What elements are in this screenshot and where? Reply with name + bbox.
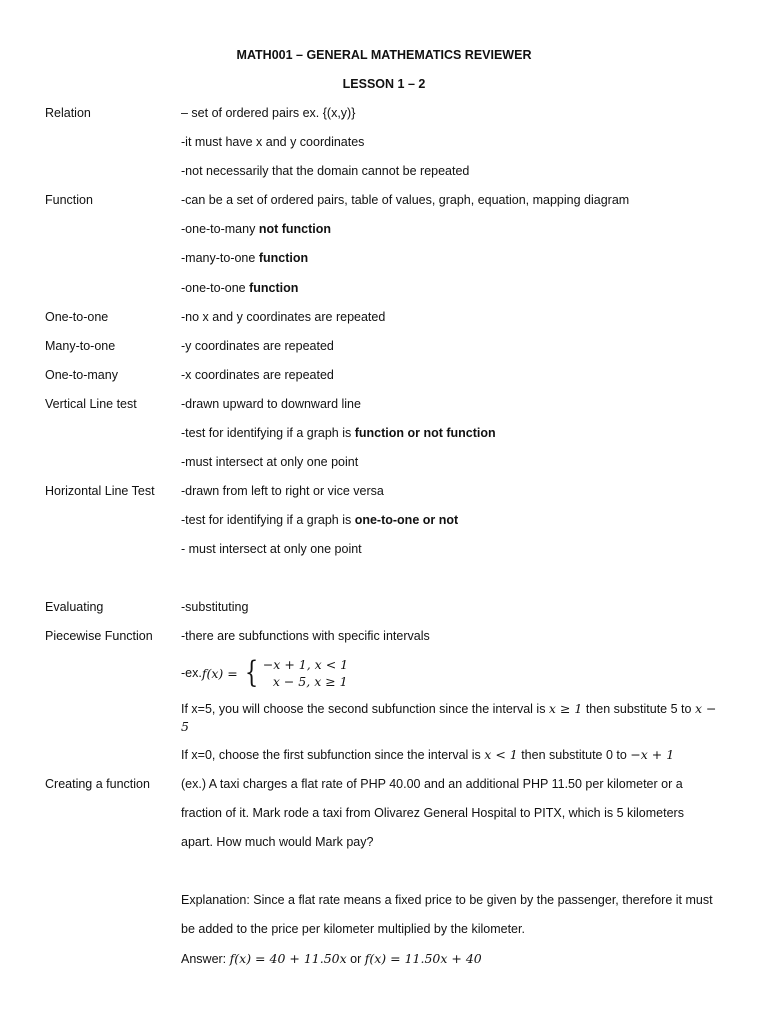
answer-or: or (346, 952, 365, 966)
function-desc-2-bold: not function (258, 222, 332, 236)
creating-line-1: (ex.) A taxi charges a flat rate of PHP 40.00 and an additional PHP 11.50 per kilometer or a (181, 777, 683, 791)
function-desc-2 (181, 222, 331, 236)
one-to-many-desc: -x coordinates are repeated (181, 368, 334, 382)
horizontal-desc-1: -drawn from left to right or vice versa (181, 484, 384, 498)
term-function: Function (45, 193, 93, 207)
vertical-desc-1: -drawn upward to downward line (181, 397, 361, 411)
piecewise-cases (263, 656, 348, 690)
function-desc-3-bold: function (258, 251, 309, 265)
piecewise-note-1 (181, 700, 721, 736)
function-desc-4-text: -one-to-one (181, 281, 250, 295)
explanation-line-2: be added to the price per kilometer multiplied by the kilometer. (181, 922, 525, 936)
function-desc-1: -can be a set of ordered pairs, table of values, graph, equation, mapping diagram (181, 193, 630, 207)
function-desc-3 (181, 251, 308, 265)
one-to-one-desc: -no x and y coordinates are repeated (181, 310, 386, 324)
note-2-text-a: If x=0, choose the first subfunction since the interval is (181, 748, 485, 762)
function-desc-3-text: -many-to-one (181, 251, 259, 265)
note-1-math-2: x − 5 (181, 701, 717, 734)
many-to-one-desc: -y coordinates are repeated (181, 339, 334, 353)
explanation-line-1: Explanation: Since a flat rate means a fixed price to be given by the passenger, therefore it must (181, 893, 713, 907)
term-piecewise-function: Piecewise Function (45, 629, 153, 643)
function-desc-4-bold: function (249, 281, 299, 295)
note-2-math-2: −x + 1 (630, 747, 675, 762)
answer-line (181, 951, 482, 966)
answer-math-1: f(x) = 40 + 11.50x (229, 951, 347, 966)
term-relation: Relation (45, 106, 91, 120)
term-evaluating: Evaluating (45, 600, 104, 614)
lesson-heading: LESSON 1 – 2 (342, 77, 426, 91)
vertical-desc-2-bold: function or not function (354, 426, 496, 440)
piecewise-brace: { (244, 655, 258, 690)
function-desc-2-text: -one-to-many (181, 222, 259, 236)
relation-desc-1: – set of ordered pairs ex. {(x,y)} (181, 106, 356, 120)
creating-line-2: fraction of it. Mark rode a taxi from Olivarez General Hospital to PITX, which is 5 kilometers (181, 806, 684, 820)
piecewise-case-1: −x + 1, x < 1 (262, 657, 349, 672)
piecewise-case-2: x − 5, x ≥ 1 (272, 674, 348, 689)
relation-desc-2: -it must have x and y coordinates (181, 135, 365, 149)
horizontal-desc-2-bold: one-to-one or not (354, 513, 459, 527)
term-many-to-one: Many-to-one (45, 339, 116, 353)
note-2-math-1: x < 1 (484, 747, 518, 762)
term-horizontal-line-test: Horizontal Line Test (45, 484, 155, 498)
note-1-text-b: then substitute 5 to (582, 702, 695, 716)
evaluating-desc: -substituting (181, 600, 249, 614)
relation-desc-3: -not necessarily that the domain cannot be repeated (181, 164, 470, 178)
note-2-text-b: then substitute 0 to (517, 748, 631, 762)
vertical-desc-2-text: -test for identifying if a graph is (181, 426, 355, 440)
term-one-to-many: One-to-many (45, 368, 118, 382)
creating-line-3: apart. How much would Mark pay? (181, 835, 374, 849)
note-1-math-1: x ≥ 1 (548, 701, 583, 716)
piecewise-desc: -there are subfunctions with specific intervals (181, 629, 430, 643)
vertical-desc-2 (181, 426, 496, 440)
piecewise-note-2 (181, 747, 674, 762)
document-title: MATH001 – GENERAL MATHEMATICS REVIEWER (236, 48, 532, 62)
note-1-text-a: If x=5, you will choose the second subfunction since the interval is (181, 702, 549, 716)
answer-label: Answer: (181, 952, 230, 966)
term-one-to-one: One-to-one (45, 310, 109, 324)
piecewise-example (181, 654, 348, 692)
horizontal-desc-2 (181, 513, 458, 527)
term-vertical-line-test: Vertical Line test (45, 397, 137, 411)
horizontal-desc-3: - must intersect at only one point (181, 542, 362, 556)
answer-math-2: f(x) = 11.50x + 40 (364, 951, 482, 966)
vertical-desc-3: -must intersect at only one point (181, 455, 359, 469)
horizontal-desc-2-text: -test for identifying if a graph is (181, 513, 355, 527)
function-desc-4 (181, 281, 298, 295)
piecewise-example-lhs: f(x) = (201, 665, 238, 681)
term-creating-a-function: Creating a function (45, 777, 150, 791)
piecewise-example-prefix: -ex. (181, 666, 202, 680)
